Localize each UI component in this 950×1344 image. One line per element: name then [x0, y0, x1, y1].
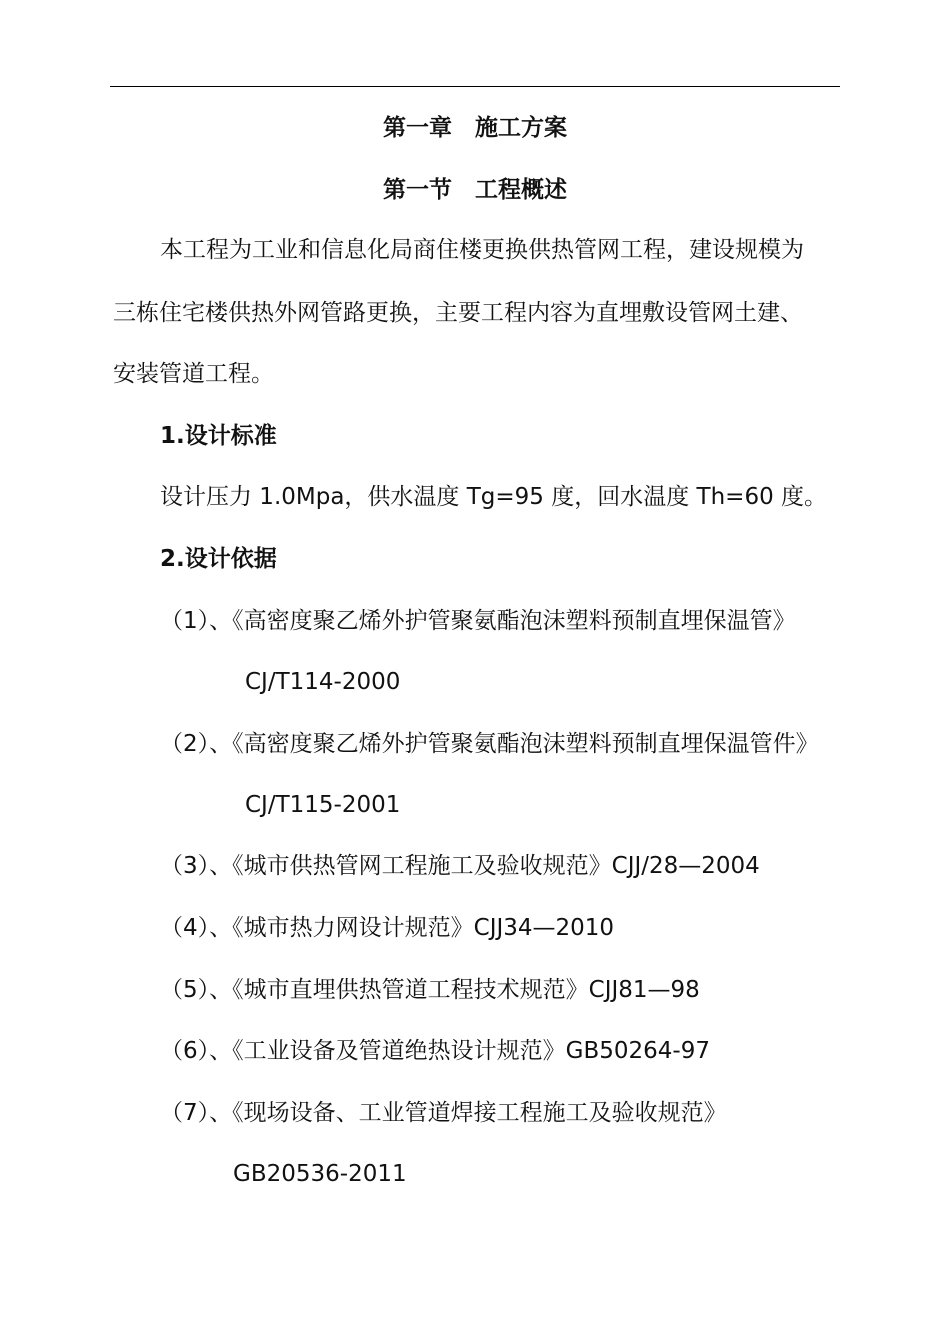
intro-line-3: 安装管道工程。: [113, 361, 274, 387]
design-standard-heading: 1.设计标准: [160, 423, 277, 449]
basis-item-4: （4）、《城市热力网设计规范》CJJ34—2010: [160, 915, 615, 941]
header-rule: [110, 86, 840, 87]
basis-item-5: （5）、《城市直埋供热管道工程技术规范》CJJ81—98: [160, 977, 700, 1003]
section-title: 第一节 工程概述: [383, 177, 567, 203]
design-standard-text: 设计压力 1.0Mpa，供水温度 Tg=95 度，回水温度 Th=60 度。: [160, 484, 828, 510]
design-basis-heading: 2.设计依据: [160, 546, 277, 572]
basis-item-1-code: CJ/T114-2000: [245, 669, 401, 695]
basis-item-7: （7）、《现场设备、工业管道焊接工程施工及验收规范》: [160, 1100, 727, 1126]
intro-line-1: 本工程为工业和信息化局商住楼更换供热管网工程，建设规模为: [160, 237, 804, 263]
intro-line-2: 三栋住宅楼供热外网管路更换，主要工程内容为直埋敷设管网土建、: [113, 300, 803, 326]
basis-item-3: （3）、《城市供热管网工程施工及验收规范》CJJ/28—2004: [160, 853, 760, 879]
basis-item-7-code: GB20536-2011: [233, 1161, 407, 1187]
basis-item-2: （2）、《高密度聚乙烯外护管聚氨酯泡沫塑料预制直埋保温管件》: [160, 731, 819, 757]
chapter-title: 第一章 施工方案: [383, 115, 567, 141]
basis-item-6: （6）、《工业设备及管道绝热设计规范》GB50264-97: [160, 1038, 710, 1064]
basis-item-1: （1）、《高密度聚乙烯外护管聚氨酯泡沫塑料预制直埋保温管》: [160, 608, 796, 634]
basis-item-2-code: CJ/T115-2001: [245, 792, 401, 818]
